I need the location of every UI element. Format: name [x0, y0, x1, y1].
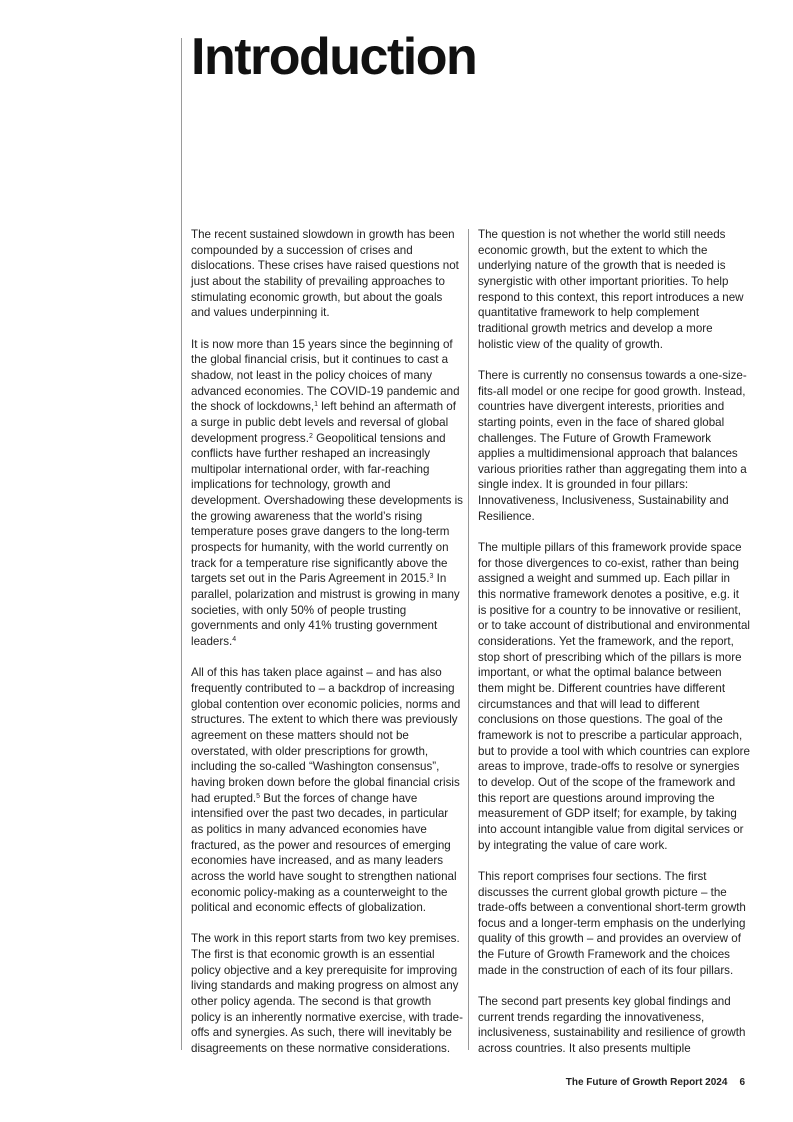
paragraph-left-3: All of this has taken place against – and has also frequently contributed to – a backdrop of increasing global contention over economic policies, norms and structures. The extent to which there was previously agreement on these matters should not be overstated, with older prescriptions for growth, including the so-called “Washington consensus”, having broken down before the global financial crisis had erupted.$^5$ But the forces of change have intensified over the past two decades, in particular as politics in many advanced economies have fractured, as the power and resources of emerging economies have increased, and as many leaders across the world have sought to strengthen national economic policy-making as a counterweight to the political and economic effects of globalization.	[191, 666, 461, 915]
footer-report-title: The Future of Growth Report 2024	[565, 1077, 728, 1088]
paragraph-right-5: The second part presents key global findings and current trends regarding the innovativeness, inclusiveness, sustainability and resilience of growth across countries. It also presents multiple	[478, 995, 746, 1056]
footnote-ref-5[interactable]: 5	[256, 792, 261, 800]
paragraph-right-3: The multiple pillars of this framework provide space for those divergences to co-exist, rather than being assigned a weight and summed up. Each pillar in this normative framework denotes a positive, e.g. it is positive for a country to be innovative or resilient, or to take account of distributional and environmental considerations. Yet the framework, and the report, stop short of prescribing which of the pillars is more important, or what the optimal balance between them might be. Different countries have different circumstances and that will lead to different conclusions on those questions. The goal of the framework is not to prescribe a particular approach, but to provide a tool with which countries can explore areas to improve, trade-offs to resolve or synergies to develop. Out of the scope of the framework and this report are questions around improving the measurement of GDP itself; for example, by taking into account intangible value from digital services or by integrating the value of care work.	[478, 541, 750, 852]
page-title: Introduction	[191, 28, 477, 86]
paragraph-left-2: It is now more than 15 years since the beginning of the global financial crisis, but it continues to cast a shadow, not least in the policy choices of many advanced economies. The COVID-19 pandemic and the shock of lockdowns,$^1$ left behind an aftermath of a surge in public debt levels and reversal of global development progress.$^2$ Geopolitical tensions and conflicts have further reshaped an increasingly multipolar international order, with far-reaching implications for technology, growth and development. Overshadowing these developments is the growing awareness that the world’s rising temperature poses grave dangers to the long-term prospects for humanity, with the world currently on track for a temperature rise significantly above the targets set out in the Paris Agreement in 2015.$^3$ In parallel, polarization and mistrust is growing in many societies, with only 50% of people trusting governments and only 41% trusting government leaders.$^4$	[191, 337, 463, 649]
left-vertical-rule	[181, 38, 182, 1050]
page-footer	[566, 1077, 745, 1088]
paragraph-right-4: This report comprises four sections. The first discusses the current global growth picture – the trade-offs between a conventional short-term growth focus and a longer-term emphasis on the underlying quality of this growth – and provides an overview of the Future of Growth Framework and the choices made in the construction of each of its four pillars.	[478, 869, 746, 977]
footnote-ref-3[interactable]: 3	[429, 573, 434, 581]
right-column	[478, 227, 750, 1072]
paragraph-left-4: The work in this report starts from two key premises. The first is that economic growth is an essential policy objective and a key prerequisite for improving living standards and making progress on almost any other policy agenda. The second is that growth policy is an inherently normative exercise, with trade-offs and synergies. As such, there will inevitably be disagreements on these normative considerations.	[191, 932, 463, 1056]
left-column	[191, 227, 463, 1072]
footnote-ref-1[interactable]: 1	[314, 401, 318, 409]
paragraph-right-1: The question is not whether the world still needs economic growth, but the extent to which the underlying nature of the growth that is needed is synergistic with other important priorities. To help respond to this context, this report introduces a new quantitative framework to help complement traditional growth metrics and develop a more holistic view of the quality of growth.	[478, 228, 744, 351]
paragraph-left-1: The recent sustained slowdown in growth has been compounded by a succession of crises and dislocations. These crises have raised questions not just about the stability of prevailing approaches to stimulating economic growth, but about the goals and values underpinning it.	[191, 228, 459, 320]
footnote-ref-2[interactable]: 2	[308, 432, 313, 440]
page-number: 6	[739, 1077, 745, 1088]
column-divider-rule	[468, 229, 469, 1050]
paragraph-right-2: There is currently no consensus towards a one-size-fits-all model or one recipe for good growth. Instead, countries have divergent interests, priorities and starting points, even in the face of shared global challenges. The Future of Growth Framework applies a multidimensional approach that balances various priorities rather than aggregating them into a single index. It is grounded in four pillars: Innovativeness, Inclusiveness, Sustainability and Resilience.	[478, 368, 747, 523]
footnote-ref-4[interactable]: 4	[232, 636, 237, 644]
